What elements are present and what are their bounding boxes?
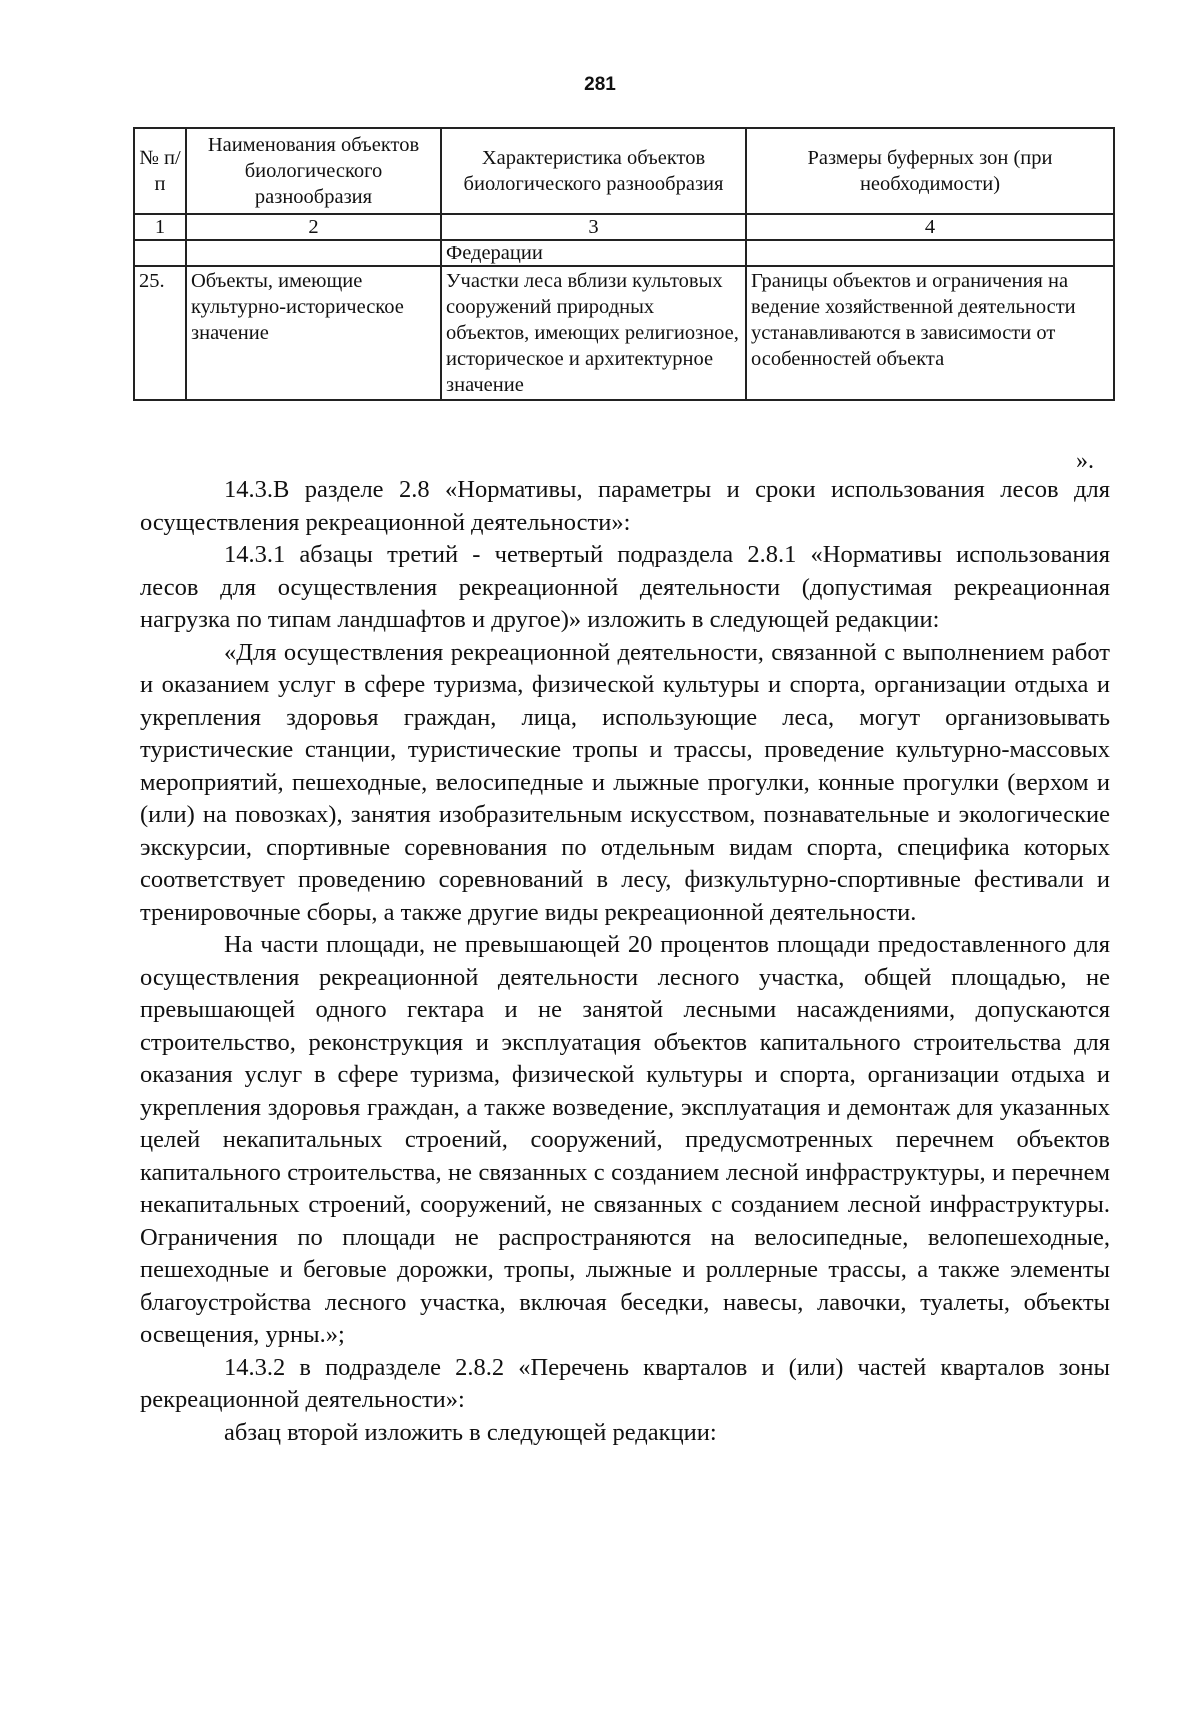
table-cell [134,240,186,266]
paragraph: 14.3.1 абзацы третий - четвертый подраздела 2.8.1 «Нормативы использования лесов для осуществления рекреационной деятельности (допустимая рекреационная нагрузка по типам ландшафтов и другое)» изложить в следующей редакции: [140,541,1110,633]
table-column-number-row [134,214,1114,240]
paragraph: абзац второй изложить в следующей редакции: [224,1418,717,1446]
paragraph: 14.3.2 в подразделе 2.8.2 «Перечень кварталов и (или) частей кварталов зоны рекреационной деятельности»: [140,1353,1110,1413]
table-header-row [134,128,1114,214]
table-cell: Федерации [441,240,746,266]
table-cell [186,240,441,266]
table-cell [746,240,1114,266]
page-number: 281 [584,74,616,95]
column-number: 3 [441,214,746,240]
column-number: 1 [134,214,186,240]
header-object-name: Наименования объектов биологического разнообразия [186,128,441,214]
table-continuation-row [134,240,1114,266]
paragraph: «Для осуществления рекреационной деятельности, связанной с выполнением работ и оказанием услуг в сфере туризма, физической культуры и спорта, организации отдыха и укрепления здоровья граждан, лица, использующие леса, могут организовывать туристические станции, туристические тропы и трассы, проведение культурно-массовых мероприятий, пешеходные, велосипедные и лыжные прогулки, конные прогулки (верхом и (или) на повозках), занятия изобразительным искусством, познавательные и экологические экскурсии, спортивные соревнования по отдельным видам спорта, специфика которых соответствует проведению соревнований в лесу, физкультурно-спортивные фестивали и тренировочные сборы, а также другие виды рекреационной деятельности. [140,638,1110,926]
buffer-zone-cell: Границы объектов и ограничения на ведение хозяйственной деятельности устанавливаются в зависимости от особенностей объекта [746,266,1114,400]
table-row [134,266,1114,400]
biodiversity-table [133,127,1115,401]
paragraph: На части площади, не превышающей 20 процентов площади предоставленного для осуществления рекреационной деятельности лесного участка, общей площадью, не превышающей одного гектара и не занятой лесными насаждениями, допускаются строительство, реконструкция и эксплуатация объектов капитального строительства для оказания услуг в сфере туризма, физической культуры и спорта, организации отдыха и укрепления здоровья граждан, а также возведение, эксплуатация и демонтаж для указанных целей некапитальных строений, сооружений, предусмотренных перечнем объектов капитального строительства, не связанных с созданием лесной инфраструктуры, и перечнем некапитальных строений, сооружений, не связанных с созданием лесной инфраструктуры. Ограничения по площади не распространяются на велосипедные, велопешеходные, пешеходные и беговые дорожки, тропы, лыжные и роллерные трассы, а также элементы благоустройства лесного участка, включая беседки, навесы, лавочки, туалеты, объекты освещения, урны.»; [140,931,1110,1348]
object-name-cell: Объекты, имеющие культурно-историческое значение [186,266,441,400]
header-num: № п/п [134,128,186,214]
column-number: 4 [746,214,1114,240]
characteristic-cell: Участки леса вблизи культовых сооружений природных объектов, имеющих религиозное, историческое и архитектурное значение [441,266,746,400]
closing-quote: ». [1076,448,1094,474]
header-characteristic: Характеристика объектов биологического разнообразия [441,128,746,214]
document-body [140,474,1110,1449]
header-buffer-zones: Размеры буферных зон (при необходимости) [746,128,1114,214]
row-number: 25. [134,266,186,400]
column-number: 2 [186,214,441,240]
paragraph: 14.3.В разделе 2.8 «Нормативы, параметры и сроки использования лесов для осуществления рекреационной деятельности»: [140,476,1110,536]
